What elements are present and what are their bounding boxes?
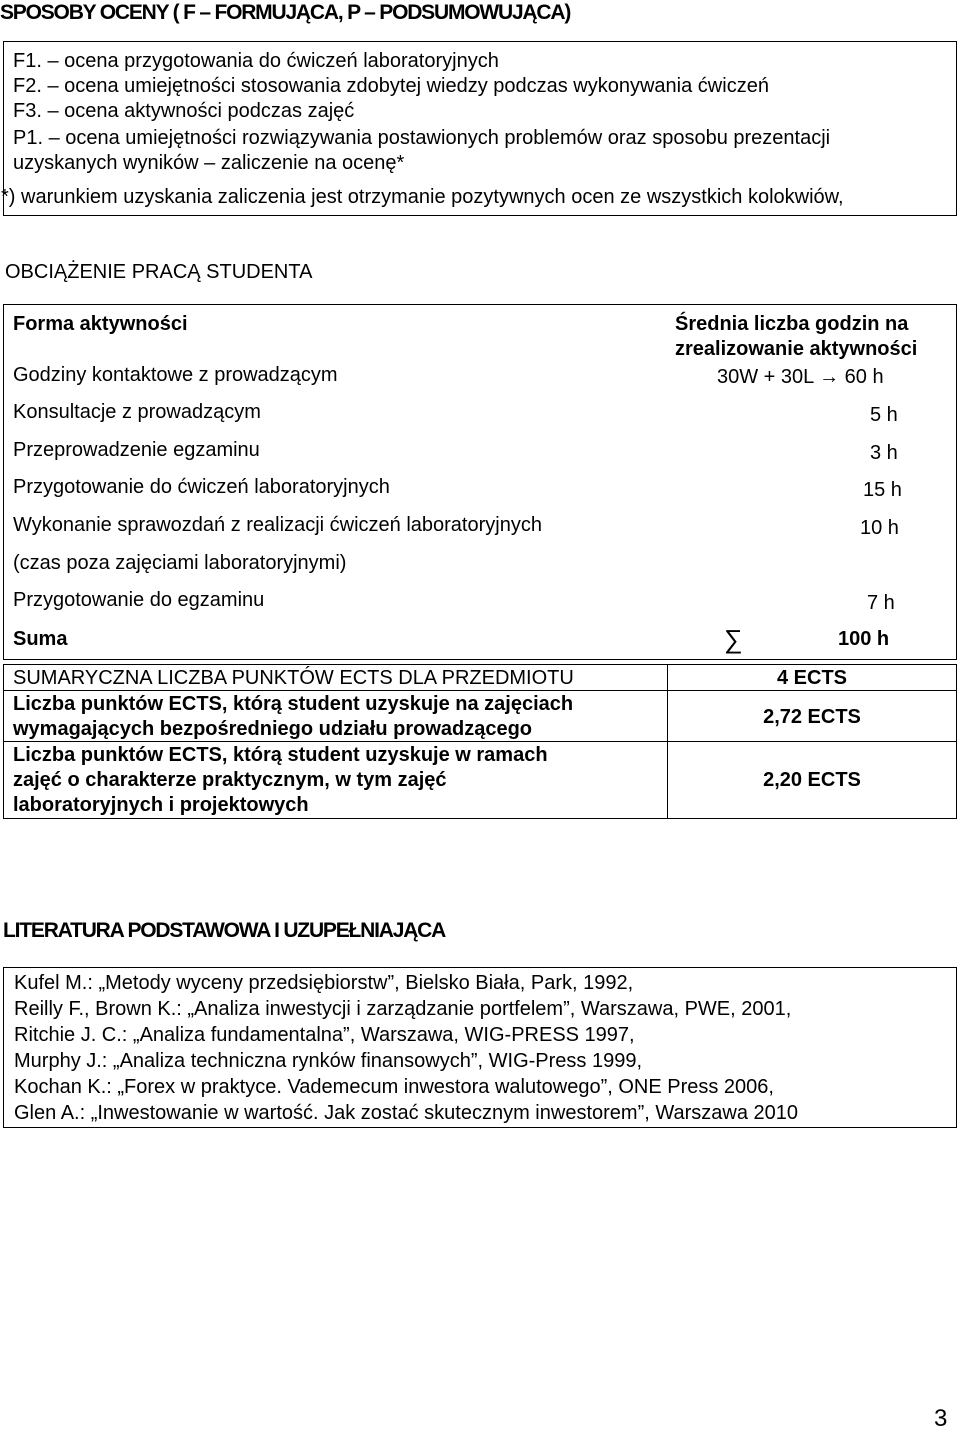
assessment-item-f2: F2. – ocena umiejętności stosowania zdobytej wiedzy podczas wykonywania ćwiczeń (13, 75, 769, 97)
ects-row-label: Liczba punktów ECTS, którą student uzyskuje w ramach (13, 744, 548, 766)
workload-header-hours-2: zrealizowanie aktywności (675, 338, 918, 360)
assessment-item-f1: F1. – ocena przygotowania do ćwiczeń laboratoryjnych (13, 50, 499, 72)
ects-row-value: 2,72 ECTS (763, 706, 861, 728)
literature-item: Murphy J.: „Analiza techniczna rynków finansowych”, WIG-Press 1999, (14, 1050, 643, 1072)
workload-header-activity: Forma aktywności (13, 313, 188, 335)
literature-item: Reilly F., Brown K.: „Analiza inwestycji i zarządzanie portfelem”, Warszawa, PWE, 2001, (14, 998, 792, 1020)
assessment-note: *) warunkiem uzyskania zaliczenia jest otrzymanie pozytywnych ocen ze wszystkich kolokwiów, (1, 186, 844, 208)
sum-icon: ∑ (724, 624, 743, 654)
workload-sum-value: 100 h (838, 628, 890, 650)
literature-item: Kochan K.: „Forex w praktyce. Vademecum inwestora walutowego”, ONE Press 2006, (14, 1076, 774, 1098)
workload-row-label: Konsultacje z prowadzącym (13, 401, 261, 423)
ects-row-divider (4, 690, 956, 691)
ects-row-label: Liczba punktów ECTS, którą student uzyskuje na zajęciach (13, 693, 574, 715)
ects-row-label: laboratoryjnych i projektowych (13, 794, 309, 816)
ects-table (3, 664, 957, 819)
ects-row-label: SUMARYCZNA LICZBA PUNKTÓW ECTS DLA PRZEDMIOTU (13, 667, 574, 689)
assessment-item-p1-line2: uzyskanych wyników – zaliczenie na ocenę* (13, 152, 405, 174)
literature-box (3, 967, 957, 1128)
workload-row-value: 10 h (860, 517, 899, 539)
workload-row-value: 15 h (863, 479, 902, 501)
workload-row-label: Przygotowanie do ćwiczeń laboratoryjnych (13, 476, 390, 498)
workload-row-value: 5 h (870, 404, 898, 426)
ects-row-value: 2,20 ECTS (763, 769, 861, 791)
ects-row-divider (4, 741, 956, 742)
assessment-item-p1-line1: P1. – ocena umiejętności rozwiązywania postawionych problemów oraz sposobu prezentacji (13, 127, 831, 149)
workload-header-hours-1: Średnia liczba godzin na (675, 313, 909, 335)
workload-row-label: Przeprowadzenie egzaminu (13, 439, 260, 461)
workload-row-value: 7 h (867, 592, 895, 614)
assessment-item-f3: F3. – ocena aktywności podczas zajęć (13, 100, 355, 122)
workload-row-value: 3 h (870, 442, 898, 464)
literature-item: Kufel M.: „Metody wyceny przedsiębiorstw”, Bielsko Biała, Park, 1992, (14, 972, 634, 994)
workload-title: OBCIĄŻENIE PRACĄ STUDENTA (5, 261, 313, 283)
literature-item: Ritchie J. C.: „Analiza fundamentalna”, Warszawa, WIG-PRESS 1997, (14, 1024, 635, 1046)
workload-row-value: 30W + 30L → 60 h (717, 366, 884, 388)
literature-title: LITERATURA PODSTAWOWA I UZUPEŁNIAJĄCA (3, 919, 446, 942)
literature-item: Glen A.: „Inwestowanie w wartość. Jak zostać skutecznym inwestorem”, Warszawa 2010 (14, 1102, 798, 1124)
workload-sum-label: Suma (13, 628, 68, 650)
workload-row-label: Wykonanie sprawozdań z realizacji ćwiczeń laboratoryjnych (13, 514, 542, 536)
assessment-title: SPOSOBY OCENY ( F – FORMUJĄCA, P – PODSUMOWUJĄCA) (0, 1, 571, 24)
workload-table (3, 304, 957, 660)
assessment-box (3, 41, 957, 216)
ects-row-label: wymagających bezpośredniego udziału prowadzącego (13, 718, 533, 740)
workload-row-label: Przygotowanie do egzaminu (13, 589, 265, 611)
ects-row-label: zajęć o charakterze praktycznym, w tym zajęć (13, 769, 447, 791)
workload-row-label: (czas poza zajęciami laboratoryjnymi) (13, 552, 347, 574)
ects-row-value: 4 ECTS (776, 667, 848, 689)
page-number: 3 (934, 1405, 948, 1432)
workload-row-label: Godziny kontaktowe z prowadzącym (13, 364, 338, 386)
